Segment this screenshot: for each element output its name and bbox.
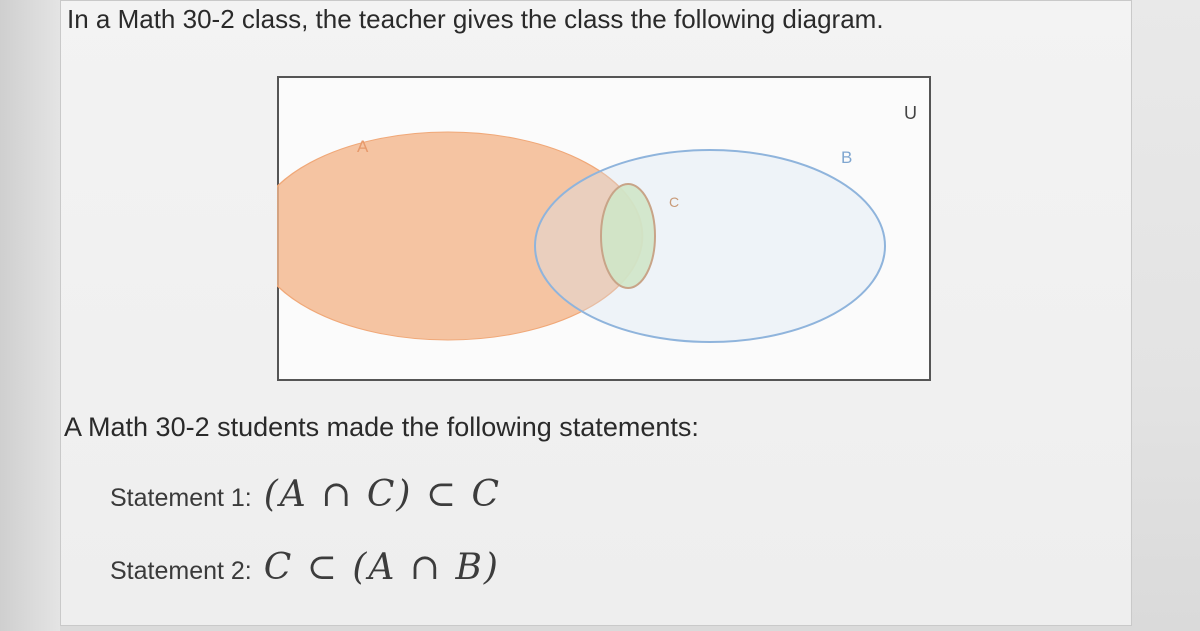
statement-1-label: Statement 1: [110,484,252,512]
question-intro: In a Math 30-2 class, the teacher gives the class the following diagram. [67,4,884,34]
statement-2-label: Statement 2: [110,557,252,585]
statement-2-expression: C ⊂ (A ∩ B) [263,547,500,588]
left-shade [0,0,60,631]
set-b-ellipse [535,150,885,342]
statement-2 [110,547,500,588]
venn-diagram [277,76,931,381]
statement-1-expression: (A ∩ C) ⊂ C [263,474,502,515]
set-b-label: B [841,148,853,167]
universal-set-label: U [904,103,917,123]
statement-1 [110,474,501,515]
set-c-label: C [669,194,680,210]
statements-heading: A Math 30-2 students made the following statements: [64,412,699,442]
set-a-label: A [357,137,369,156]
set-c-ellipse [601,184,655,288]
